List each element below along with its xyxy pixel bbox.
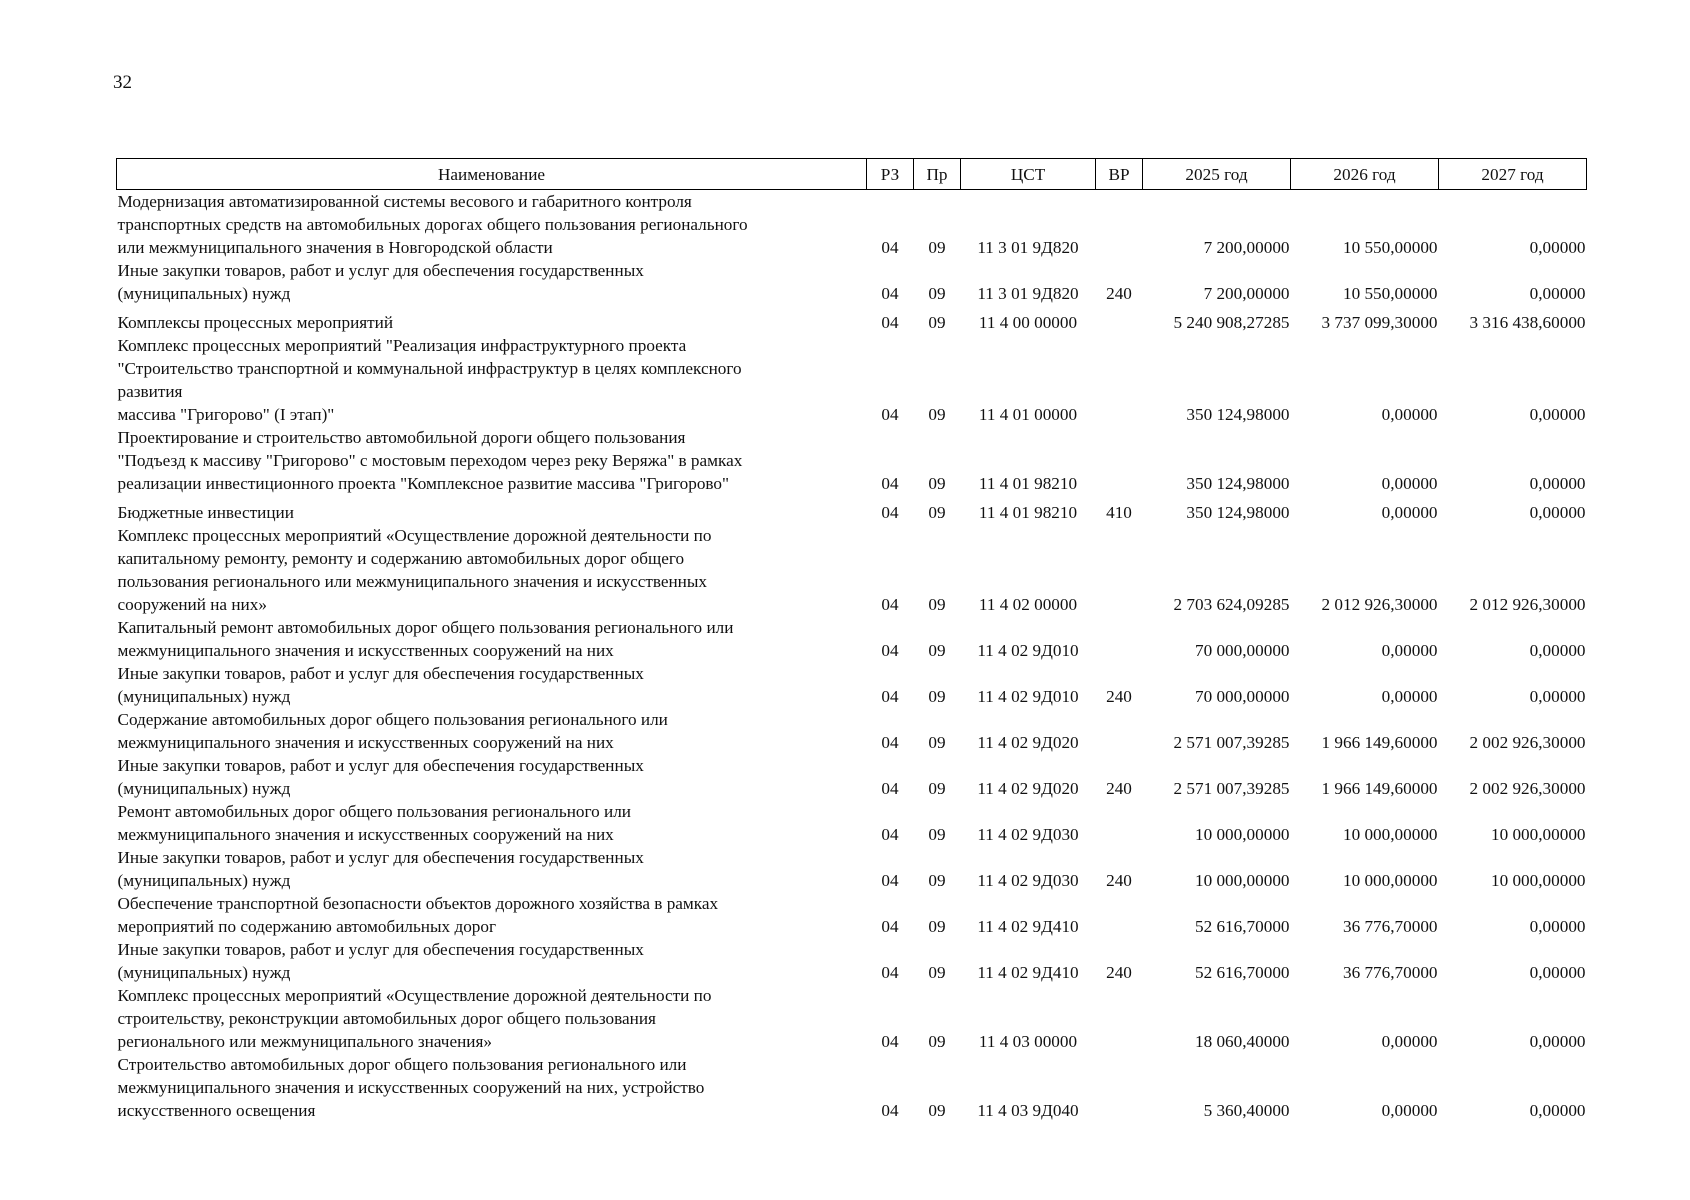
cell-vr — [1096, 305, 1143, 334]
header-year-2027: 2027 год — [1439, 159, 1587, 190]
cell-year-2027: 2 002 926,30000 — [1469, 733, 1586, 752]
cell-year-2027: 0,00000 — [1529, 238, 1586, 257]
table-row — [117, 334, 1587, 426]
cell-pr: 09 — [928, 1101, 946, 1120]
row-name-line: массива "Григорово" (I этап)" — [117, 405, 335, 424]
table-row — [117, 259, 1587, 305]
cell-vr: 410 — [1106, 503, 1132, 522]
cell-year-2027: 0,00000 — [1529, 917, 1586, 936]
cell-rz: 04 — [881, 1101, 899, 1120]
row-name-line: сооружений на них» — [117, 595, 267, 614]
cell-year-2026: 1 966 149,60000 — [1321, 733, 1438, 752]
cell-pr: 09 — [928, 503, 946, 522]
cell-vr — [1096, 984, 1143, 1053]
row-name — [117, 616, 867, 662]
cell-pr: 09 — [928, 733, 946, 752]
row-name-line: межмуниципального значения и искусственных сооружений на них — [117, 733, 614, 752]
row-name — [117, 754, 867, 800]
row-name-line: реализации инвестиционного проекта "Комплексное развитие массива "Григорово" — [117, 474, 730, 493]
row-name-line: (муниципальных) нужд — [117, 687, 291, 706]
cell-rz: 04 — [881, 733, 899, 752]
cell-year-2027: 2 002 926,30000 — [1469, 779, 1586, 798]
cell-rz: 04 — [881, 405, 899, 424]
cell-year-2025: 2 571 007,39285 — [1173, 733, 1290, 752]
cell-year-2025: 52 616,70000 — [1194, 917, 1290, 936]
cell-vr — [1096, 1053, 1143, 1122]
table-row — [117, 495, 1587, 524]
cell-cst: 11 3 01 9Д820 — [977, 284, 1079, 303]
cell-vr: 240 — [1106, 284, 1132, 303]
cell-rz: 04 — [881, 1032, 899, 1051]
row-name-line: Обеспечение транспортной безопасности объектов дорожного хозяйства в рамках — [117, 894, 719, 913]
row-name — [117, 426, 867, 495]
row-name-line: Иные закупки товаров, работ и услуг для обеспечения государственных — [117, 664, 644, 683]
table-row — [117, 984, 1587, 1053]
row-name — [117, 1053, 867, 1122]
cell-year-2025: 18 060,40000 — [1194, 1032, 1290, 1051]
cell-year-2026: 3 737 099,30000 — [1321, 313, 1438, 332]
row-name-line: регионального или межмуниципального значения» — [117, 1032, 492, 1051]
row-name-line: или межмуниципального значения в Новгородской области — [117, 238, 553, 257]
row-name-line: Капитальный ремонт автомобильных дорог общего пользования регионального или — [117, 618, 734, 637]
cell-vr — [1096, 800, 1143, 846]
cell-vr — [1096, 190, 1143, 260]
header-vr: ВР — [1096, 159, 1143, 190]
row-name-line: Иные закупки товаров, работ и услуг для обеспечения государственных — [117, 940, 644, 959]
cell-pr: 09 — [928, 405, 946, 424]
table-row — [117, 800, 1587, 846]
cell-pr: 09 — [928, 963, 946, 982]
cell-year-2026: 2 012 926,30000 — [1321, 595, 1438, 614]
row-name-line: Проектирование и строительство автомобильной дороги общего пользования — [117, 428, 686, 447]
cell-pr: 09 — [928, 917, 946, 936]
cell-year-2026: 0,00000 — [1381, 474, 1438, 493]
cell-pr: 09 — [928, 641, 946, 660]
table-row — [117, 708, 1587, 754]
cell-pr: 09 — [928, 313, 946, 332]
cell-vr: 240 — [1106, 963, 1132, 982]
cell-pr: 09 — [928, 474, 946, 493]
cell-rz: 04 — [881, 595, 899, 614]
cell-year-2027: 0,00000 — [1529, 963, 1586, 982]
row-name — [117, 190, 867, 260]
budget-table — [116, 158, 1587, 1122]
table-row — [117, 938, 1587, 984]
row-name-line: Комплекс процессных мероприятий «Осуществление дорожной деятельности по — [117, 986, 712, 1005]
cell-year-2027: 0,00000 — [1529, 405, 1586, 424]
cell-year-2026: 0,00000 — [1381, 503, 1438, 522]
row-name-line: строительству, реконструкции автомобильных дорог общего пользования — [117, 1009, 656, 1028]
row-name-line: искусственного освещения — [117, 1101, 316, 1120]
cell-year-2026: 36 776,70000 — [1342, 963, 1438, 982]
row-name-line: капитальному ремонту, ремонту и содержанию автомобильных дорог общего — [117, 549, 685, 568]
cell-cst: 11 4 02 9Д410 — [977, 917, 1079, 936]
row-name — [117, 259, 867, 305]
cell-year-2025: 10 000,00000 — [1194, 871, 1290, 890]
row-name-line: Строительство автомобильных дорог общего пользования регионального или — [117, 1055, 687, 1074]
cell-cst: 11 4 02 9Д020 — [977, 779, 1079, 798]
row-name — [117, 334, 867, 426]
cell-year-2025: 350 124,98000 — [1186, 503, 1290, 522]
row-name-line: Комплекс процессных мероприятий «Осуществление дорожной деятельности по — [117, 526, 712, 545]
row-name-line: межмуниципального значения и искусственных сооружений на них, устройство — [117, 1078, 705, 1097]
cell-cst: 11 3 01 9Д820 — [977, 238, 1079, 257]
table-row — [117, 892, 1587, 938]
row-name-line: Комплексы процессных мероприятий — [117, 313, 394, 332]
row-name-line: транспортных средств на автомобильных дорогах общего пользования регионального — [117, 215, 748, 234]
cell-year-2026: 0,00000 — [1381, 1101, 1438, 1120]
cell-rz: 04 — [881, 825, 899, 844]
row-name — [117, 984, 867, 1053]
row-name-line: межмуниципального значения и искусственных сооружений на них — [117, 641, 614, 660]
cell-cst: 11 4 03 9Д040 — [977, 1101, 1079, 1120]
header-rz: РЗ — [867, 159, 914, 190]
cell-rz: 04 — [881, 238, 899, 257]
row-name-line: межмуниципального значения и искусственных сооружений на них — [117, 825, 614, 844]
cell-year-2025: 10 000,00000 — [1194, 825, 1290, 844]
cell-rz: 04 — [881, 963, 899, 982]
cell-year-2026: 1 966 149,60000 — [1321, 779, 1438, 798]
table-row — [117, 616, 1587, 662]
row-name — [117, 708, 867, 754]
row-name-line: Иные закупки товаров, работ и услуг для обеспечения государственных — [117, 261, 644, 280]
cell-rz: 04 — [881, 641, 899, 660]
row-name — [117, 892, 867, 938]
cell-year-2027: 10 000,00000 — [1490, 825, 1586, 844]
cell-year-2027: 0,00000 — [1529, 687, 1586, 706]
table-row — [117, 426, 1587, 495]
row-name-line: "Строительство транспортной и коммунальной инфраструктур в целях комплексного — [117, 359, 742, 378]
row-name — [117, 524, 867, 616]
row-name-line: мероприятий по содержанию автомобильных дорог — [117, 917, 497, 936]
cell-cst: 11 4 03 00000 — [978, 1032, 1078, 1051]
cell-vr — [1096, 892, 1143, 938]
row-name-line: Бюджетные инвестиции — [117, 503, 294, 522]
cell-vr — [1096, 334, 1143, 426]
cell-vr: 240 — [1106, 871, 1132, 890]
row-name-line: Ремонт автомобильных дорог общего пользования регионального или — [117, 802, 631, 821]
cell-vr — [1096, 426, 1143, 495]
cell-pr: 09 — [928, 779, 946, 798]
row-name — [117, 495, 867, 524]
row-name-line: Модернизация автоматизированной системы весового и габаритного контроля — [117, 192, 692, 211]
row-name-line: "Подъезд к массиву "Григорово" с мостовым переходом через реку Веряжа" в рамках — [117, 451, 743, 470]
cell-cst: 11 4 02 9Д410 — [977, 963, 1079, 982]
cell-year-2027: 2 012 926,30000 — [1469, 595, 1586, 614]
cell-vr: 240 — [1106, 779, 1132, 798]
cell-cst: 11 4 01 00000 — [978, 405, 1078, 424]
row-name-line: (муниципальных) нужд — [117, 779, 291, 798]
cell-cst: 11 4 00 00000 — [978, 313, 1078, 332]
header-cst: ЦСТ — [961, 159, 1096, 190]
table-body — [117, 190, 1587, 1123]
cell-year-2027: 0,00000 — [1529, 503, 1586, 522]
header-pr: Пр — [914, 159, 961, 190]
cell-year-2027: 10 000,00000 — [1490, 871, 1586, 890]
cell-vr — [1096, 524, 1143, 616]
cell-rz: 04 — [881, 503, 899, 522]
row-name — [117, 846, 867, 892]
cell-year-2025: 7 200,00000 — [1203, 284, 1290, 303]
header-year-2025: 2025 год — [1143, 159, 1291, 190]
cell-rz: 04 — [881, 871, 899, 890]
row-name-line: Содержание автомобильных дорог общего пользования регионального или — [117, 710, 668, 729]
cell-year-2026: 0,00000 — [1381, 641, 1438, 660]
table-row — [117, 305, 1587, 334]
cell-year-2027: 3 316 438,60000 — [1469, 313, 1586, 332]
cell-year-2027: 0,00000 — [1529, 1032, 1586, 1051]
cell-cst: 11 4 02 9Д030 — [977, 825, 1079, 844]
cell-rz: 04 — [881, 474, 899, 493]
row-name — [117, 305, 867, 334]
cell-cst: 11 4 02 00000 — [978, 595, 1078, 614]
page-number: 32 — [113, 72, 132, 93]
cell-year-2026: 0,00000 — [1381, 405, 1438, 424]
cell-rz: 04 — [881, 313, 899, 332]
cell-year-2027: 0,00000 — [1529, 474, 1586, 493]
cell-cst: 11 4 02 9Д030 — [977, 871, 1079, 890]
cell-pr: 09 — [928, 871, 946, 890]
cell-vr: 240 — [1106, 687, 1132, 706]
cell-cst: 11 4 02 9Д010 — [977, 687, 1079, 706]
cell-rz: 04 — [881, 284, 899, 303]
table-header-row — [117, 159, 1587, 190]
cell-year-2026: 0,00000 — [1381, 687, 1438, 706]
cell-year-2025: 350 124,98000 — [1186, 474, 1290, 493]
cell-cst: 11 4 02 9Д010 — [977, 641, 1079, 660]
row-name-line: Иные закупки товаров, работ и услуг для обеспечения государственных — [117, 756, 644, 775]
cell-year-2025: 7 200,00000 — [1203, 238, 1290, 257]
cell-year-2026: 0,00000 — [1381, 1032, 1438, 1051]
cell-rz: 04 — [881, 687, 899, 706]
cell-year-2026: 36 776,70000 — [1342, 917, 1438, 936]
cell-pr: 09 — [928, 687, 946, 706]
row-name — [117, 800, 867, 846]
cell-year-2026: 10 550,00000 — [1342, 284, 1438, 303]
cell-pr: 09 — [928, 825, 946, 844]
cell-pr: 09 — [928, 595, 946, 614]
cell-vr — [1096, 616, 1143, 662]
cell-year-2025: 2 703 624,09285 — [1173, 595, 1290, 614]
cell-year-2025: 5 240 908,27285 — [1173, 313, 1290, 332]
row-name-line: Иные закупки товаров, работ и услуг для обеспечения государственных — [117, 848, 644, 867]
cell-year-2025: 2 571 007,39285 — [1173, 779, 1290, 798]
row-name-line: Комплекс процессных мероприятий "Реализация инфраструктурного проекта — [117, 336, 687, 355]
table-row — [117, 662, 1587, 708]
table-row — [117, 190, 1587, 260]
cell-pr: 09 — [928, 284, 946, 303]
cell-year-2025: 70 000,00000 — [1194, 641, 1290, 660]
cell-year-2026: 10 550,00000 — [1342, 238, 1438, 257]
cell-pr: 09 — [928, 1032, 946, 1051]
cell-rz: 04 — [881, 917, 899, 936]
row-name-line: (муниципальных) нужд — [117, 963, 291, 982]
cell-year-2027: 0,00000 — [1529, 641, 1586, 660]
cell-year-2025: 5 360,40000 — [1203, 1101, 1290, 1120]
cell-cst: 11 4 02 9Д020 — [977, 733, 1079, 752]
cell-cst: 11 4 01 98210 — [978, 474, 1078, 493]
row-name-line: (муниципальных) нужд — [117, 284, 291, 303]
cell-year-2026: 10 000,00000 — [1342, 871, 1438, 890]
cell-year-2025: 350 124,98000 — [1186, 405, 1290, 424]
header-year-2026: 2026 год — [1291, 159, 1439, 190]
row-name-line: (муниципальных) нужд — [117, 871, 291, 890]
cell-cst: 11 4 01 98210 — [978, 503, 1078, 522]
table-row — [117, 524, 1587, 616]
cell-year-2027: 0,00000 — [1529, 1101, 1586, 1120]
cell-year-2027: 0,00000 — [1529, 284, 1586, 303]
cell-vr — [1096, 708, 1143, 754]
cell-year-2025: 70 000,00000 — [1194, 687, 1290, 706]
table-row — [117, 1053, 1587, 1122]
cell-rz: 04 — [881, 779, 899, 798]
table-row — [117, 754, 1587, 800]
row-name-line: пользования регионального или межмуниципального значения и искусственных — [117, 572, 708, 591]
header-name: Наименование — [117, 159, 867, 190]
row-name — [117, 938, 867, 984]
table-row — [117, 846, 1587, 892]
cell-year-2026: 10 000,00000 — [1342, 825, 1438, 844]
cell-pr: 09 — [928, 238, 946, 257]
row-name-line: развития — [117, 382, 183, 401]
cell-year-2025: 52 616,70000 — [1194, 963, 1290, 982]
row-name — [117, 662, 867, 708]
